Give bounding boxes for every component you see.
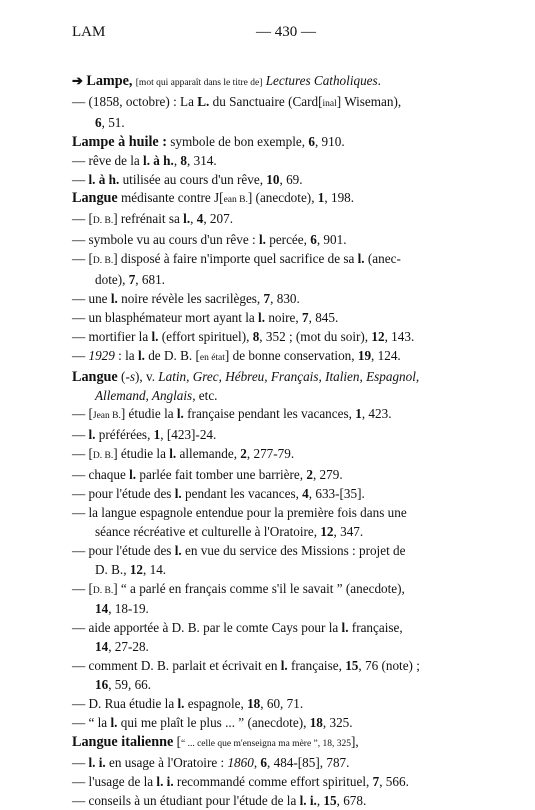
entry-text: ] de bonne conservation,	[224, 347, 358, 363]
index-line	[72, 714, 472, 733]
entry-text: l. i.	[299, 792, 317, 808]
index-line	[72, 72, 472, 93]
entry-text: 18	[247, 696, 261, 711]
entry-text: médisante contre J[	[117, 190, 224, 206]
entry-text: préférées,	[95, 427, 154, 443]
entry-text: 6	[310, 232, 317, 248]
entry-text: française,	[348, 620, 403, 636]
entry-text: 6	[260, 754, 268, 770]
entry-text: 14	[95, 639, 109, 655]
entry-text: 1860	[227, 754, 254, 770]
entry-text: recommandé comme effort spirituel,	[173, 773, 373, 789]
entry-text: 1	[153, 427, 161, 443]
entry-text: française pendant les vacances,	[183, 406, 356, 422]
entry-text: etc.	[195, 387, 218, 403]
index-line	[72, 133, 472, 152]
entry-text: — aide apportée à D. B. par le comte Cays pour la	[72, 620, 342, 636]
index-entries	[72, 72, 472, 810]
entry-text: — “ la	[72, 714, 111, 730]
entry-text: l.	[151, 328, 159, 344]
entry-headword: Lampe,	[86, 73, 133, 89]
entry-text: dote),	[95, 272, 129, 288]
entry-headword: Langue	[72, 190, 118, 207]
entry-text: , 314.	[187, 152, 217, 168]
entry-text: l.	[137, 347, 145, 363]
entry-text: ,	[253, 754, 261, 770]
entry-text: D. B.,	[95, 561, 130, 577]
entry-text: , [423]-24.	[160, 427, 217, 443]
index-line	[72, 328, 472, 347]
entry-text: — chaque	[72, 467, 130, 483]
entry-text: 2	[306, 467, 313, 483]
entry-text: 1	[317, 190, 325, 206]
entry-text: — [	[72, 580, 93, 596]
index-line	[72, 387, 472, 406]
index-line	[72, 189, 472, 210]
entry-text: — mortifier la	[72, 328, 152, 344]
entry-text: ), v.	[134, 368, 159, 384]
entry-text: — pour l'étude des	[72, 486, 175, 502]
entry-text: ean B.	[223, 195, 248, 206]
entry-text: , 143.	[384, 328, 415, 344]
entry-text: l.	[258, 309, 266, 325]
entry-text: l.	[88, 427, 96, 443]
entry-text: , 352 ; (mot du soir),	[259, 328, 372, 344]
entry-text: 2	[240, 446, 247, 462]
index-line	[72, 171, 472, 190]
index-line	[72, 773, 472, 792]
entry-text: D. B.	[92, 256, 114, 267]
entry-text: , 18-19.	[108, 601, 149, 617]
index-line	[72, 542, 472, 561]
index-line	[72, 485, 472, 504]
entry-text: — la langue espagnole entendue pour la première fois dans une	[72, 504, 407, 520]
entry-text: (effort spirituel),	[158, 328, 253, 344]
entry-text: en état	[199, 352, 225, 363]
index-line	[72, 792, 472, 810]
entry-text: (	[117, 368, 126, 384]
entry-text: 12	[371, 328, 385, 344]
index-line	[72, 638, 472, 657]
entry-text: ] (anecdote),	[247, 190, 318, 206]
entry-text: parlée fait tomber une barrière,	[136, 467, 307, 483]
entry-text: 14	[95, 601, 109, 617]
entry-headword: Langue italienne	[72, 733, 174, 750]
entry-text: — (1858, octobre) : La	[72, 93, 198, 109]
entry-text: 12	[320, 523, 334, 539]
entry-text: l.	[280, 658, 288, 674]
index-line	[72, 657, 472, 676]
entry-text: ] étudie la	[120, 406, 177, 422]
index-line	[72, 347, 472, 368]
index-line	[72, 445, 472, 466]
entry-text: l.	[129, 467, 137, 483]
entry-text: ] étudie la	[113, 446, 170, 462]
index-line	[72, 676, 472, 695]
entry-text: — [	[72, 251, 93, 267]
entry-text: , 910.	[314, 133, 345, 149]
index-line	[72, 405, 472, 426]
index-line	[72, 733, 472, 754]
index-line	[72, 309, 472, 328]
entry-text: , 124.	[371, 347, 401, 363]
entry-text: — comment D. B. parlait et écrivait en	[72, 658, 281, 674]
entry-text: allemande,	[176, 446, 241, 462]
index-line	[72, 580, 472, 601]
entry-text: — conseils à un étudiant pour l'étude de la	[72, 792, 300, 808]
entry-text: ] “ a parlé en français comme s'il le savait ” (anecdote),	[113, 580, 405, 596]
entry-text: , 347.	[333, 523, 364, 539]
entry-text: , 59, 66.	[108, 677, 152, 693]
entry-text: l.	[176, 406, 184, 422]
entry-text: , 207.	[203, 211, 233, 227]
entry-text: française,	[287, 658, 346, 674]
entry-text: , 14.	[143, 561, 167, 577]
entry-text: Latin, Grec, Hébreu, Français, Italien, Espagnol,	[158, 368, 420, 384]
entry-text: L.	[197, 93, 210, 109]
entry-text: en vue du service des Missions : projet de	[181, 542, 406, 558]
entry-text: [	[173, 733, 181, 749]
entry-text: , 76 (note) ;	[358, 658, 420, 674]
entry-text: 10	[266, 171, 280, 187]
entry-text: , 901.	[316, 232, 347, 248]
entry-text: 18	[309, 714, 323, 730]
entry-text: 6	[308, 133, 315, 149]
entry-text: , 484-[85], 787.	[267, 754, 350, 770]
entry-text: : la	[114, 347, 138, 363]
entry-text: ,	[190, 211, 197, 227]
entry-text: — rêve de la	[72, 152, 144, 168]
entry-text: l.	[174, 486, 182, 502]
entry-text: noire révèle les sacrilèges,	[117, 290, 264, 306]
entry-text: , 51.	[101, 114, 125, 130]
entry-text: l. i.	[156, 773, 174, 789]
entry-text: — un blasphémateur mort ayant la	[72, 309, 259, 325]
entry-text: noire,	[265, 309, 303, 325]
entry-text: Jean B.	[92, 411, 121, 422]
entry-text: — [	[72, 406, 93, 422]
entry-text: l.	[357, 251, 365, 267]
index-line	[72, 290, 472, 309]
entry-text: séance récréative et culturelle à l'Oratoire,	[95, 523, 321, 539]
entry-text: inal	[322, 98, 337, 109]
entry-text: Allemand, Anglais,	[95, 387, 196, 403]
entry-text: , 279.	[312, 467, 343, 483]
entry-text: l.	[183, 211, 191, 227]
entry-text: D. B.	[92, 216, 114, 227]
entry-text: (anec-	[364, 251, 401, 267]
entry-text: — [	[72, 446, 93, 462]
entry-text: utilisée au cours d'un rêve,	[119, 171, 267, 187]
entry-text: 7	[302, 309, 309, 325]
page-number: — 430 —	[256, 24, 316, 40]
entry-text: —	[72, 427, 89, 443]
entry-text: espagnole,	[184, 696, 248, 711]
index-line	[72, 368, 472, 387]
index-line	[72, 619, 472, 638]
entry-text: — symbole vu au cours d'un rêve :	[72, 232, 259, 248]
entry-text: , 566.	[379, 773, 409, 789]
entry-text: symbole de bon exemple,	[166, 133, 309, 149]
entry-text: percée,	[265, 232, 311, 248]
entry-text: 15	[323, 792, 337, 808]
entry-text: Lectures Catholiques	[265, 73, 378, 88]
entry-text: l.	[341, 620, 349, 636]
running-header	[72, 24, 465, 44]
entry-text: ] disposé à faire n'importe quel sacrifice de sa	[113, 251, 358, 267]
entry-text: D. B.	[92, 451, 114, 462]
index-line	[72, 250, 472, 271]
entry-text: — D. Rua étudie la	[72, 696, 178, 711]
entry-text: , 69.	[279, 171, 303, 187]
entry-text: , 633-[35].	[308, 486, 365, 502]
entry-text: 4	[196, 211, 204, 227]
entry-text: l.	[110, 290, 118, 306]
entry-text: l.	[110, 714, 118, 730]
entry-text: — pour l'étude des	[72, 542, 175, 558]
entry-text: .	[377, 73, 381, 88]
entry-text: , 325.	[322, 714, 353, 730]
entry-text: ],	[351, 733, 359, 749]
entry-text: — l'usage de la	[72, 773, 157, 789]
entry-text: [mot qui apparaît dans le titre de]	[135, 78, 263, 88]
entry-text: “ ... celle que m'enseigna ma mère ”, 18, 325	[181, 738, 352, 749]
entry-text: qui me plaît le plus ... ” (anecdote),	[117, 714, 310, 730]
index-line	[72, 504, 472, 523]
entry-headword: Langue	[72, 368, 118, 385]
entry-text: 7	[372, 773, 380, 789]
entry-text: de D. B. [	[144, 347, 200, 363]
entry-text: 16	[95, 677, 109, 693]
index-line	[72, 426, 472, 445]
entry-text: 8	[180, 152, 187, 168]
entry-text: l. à h.	[143, 152, 174, 168]
entry-text: l. i.	[88, 754, 106, 770]
entry-text: l.	[174, 542, 182, 558]
entry-text: , 845.	[308, 309, 339, 325]
index-line	[72, 466, 472, 485]
entry-text: ,	[316, 792, 324, 808]
entry-text: l. à h.	[88, 171, 120, 187]
entry-headword: Lampe à huile :	[72, 133, 167, 150]
entry-text: 1	[355, 406, 362, 422]
entry-text: 1929	[88, 347, 115, 363]
index-line	[72, 523, 472, 542]
entry-text: ] Wiseman),	[336, 93, 402, 109]
entry-text: , 681.	[135, 272, 165, 288]
index-line	[72, 114, 472, 133]
entry-text: du Sanctuaire (Card[	[209, 93, 323, 109]
entry-text: 15	[345, 658, 359, 674]
index-line	[72, 231, 472, 250]
entry-text: , 678.	[336, 792, 367, 808]
index-line	[72, 93, 472, 114]
entry-text: en usage à l'Oratoire :	[105, 754, 228, 770]
entry-text: 8	[252, 328, 260, 344]
entry-text: , 27-28.	[108, 639, 149, 655]
entry-text: 7	[263, 290, 271, 306]
entry-text: l.	[177, 696, 185, 711]
entry-text: 19	[357, 347, 372, 363]
index-line	[72, 152, 472, 171]
entry-text: —	[72, 347, 89, 363]
entry-text: — une	[72, 290, 111, 306]
entry-text: — [	[72, 211, 93, 227]
index-line	[72, 600, 472, 619]
index-line	[72, 271, 472, 290]
entry-text: -s	[125, 368, 135, 384]
entry-text: , 423.	[361, 406, 392, 422]
entry-text: , 60, 71.	[260, 696, 304, 711]
entry-text: l.	[169, 446, 177, 462]
entry-text: l.	[258, 232, 266, 248]
entry-text: 12	[129, 561, 143, 577]
entry-text: D. B.	[92, 585, 114, 596]
entry-text: —	[72, 171, 89, 187]
index-line	[72, 210, 472, 231]
index-line	[72, 754, 472, 773]
entry-text: ➔	[72, 73, 87, 88]
entry-text: 6	[95, 114, 102, 130]
entry-text: , 277-79.	[246, 446, 295, 462]
entry-text: 4	[302, 486, 309, 502]
entry-text: —	[72, 754, 89, 770]
entry-text: 7	[128, 272, 136, 288]
entry-text: ,	[173, 152, 181, 168]
index-line	[72, 561, 472, 580]
entry-text: ] refrénait sa	[113, 211, 184, 227]
entry-text: pendant les vacances,	[181, 486, 303, 502]
entry-text: , 198.	[324, 190, 355, 206]
entry-text: , 830.	[270, 290, 300, 306]
index-line	[72, 695, 472, 714]
section-heading: LAM	[72, 24, 106, 40]
